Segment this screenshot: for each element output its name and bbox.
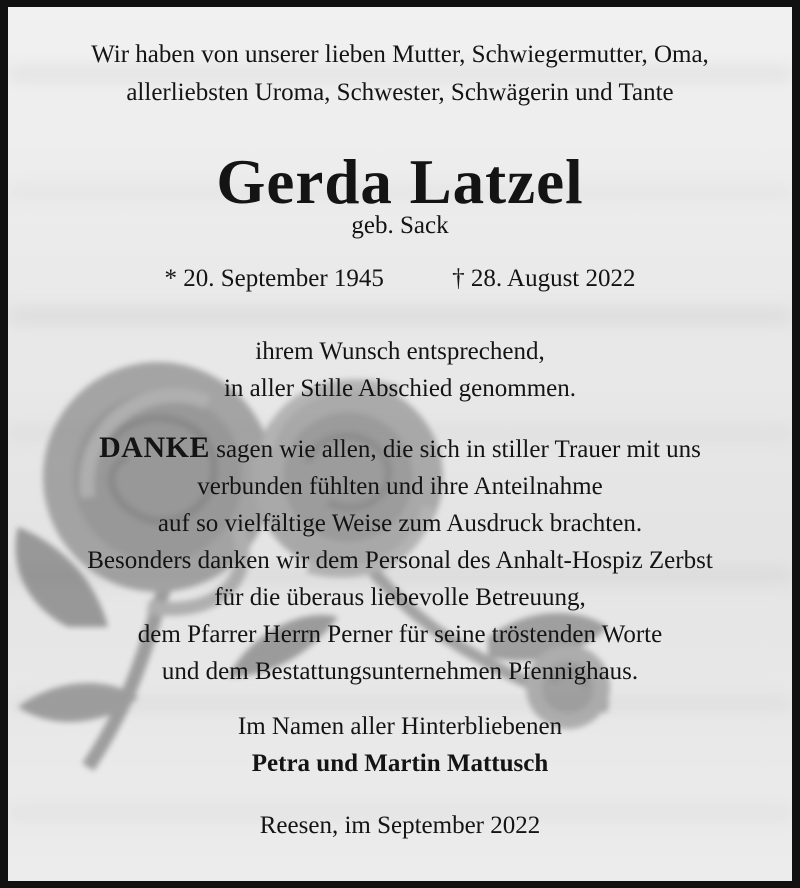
birth-date: * 20. September 1945: [164, 265, 384, 292]
danke-heading: DANKE: [99, 431, 210, 464]
notice-text: [8, 7, 792, 881]
on-behalf-line: Im Namen aller Hinterbliebenen: [237, 713, 563, 740]
place-date: Reesen, im September 2022: [259, 812, 541, 839]
intro-line: Wir haben von unserer lieben Mutter, Schwiegermutter, Oma,: [91, 41, 709, 68]
thanks-line: für die überaus liebevolle Betreuung,: [214, 584, 586, 611]
farewell-text: [8, 333, 792, 407]
thanks-line: dem Pfarrer Herrn Perner für seine tröstenden Worte: [137, 621, 663, 648]
thanks-line: Besonders danken wir dem Personal des Anhalt-Hospiz Zerbst: [87, 547, 713, 574]
signers-names: Petra und Martin Mattusch: [251, 750, 549, 777]
deceased-name: Gerda Latzel: [216, 147, 584, 217]
farewell-line: ihrem Wunsch entsprechend,: [255, 338, 545, 365]
closing-text: [8, 708, 792, 782]
birth-name: geb. Sack: [351, 212, 449, 239]
obituary-notice: [8, 7, 792, 881]
life-dates: [8, 262, 792, 296]
farewell-line: in aller Stille Abschied genommen.: [223, 375, 576, 402]
intro-text: [8, 36, 792, 112]
thanks-first-line: [8, 429, 792, 468]
thanks-line: auf so vielfältige Weise zum Ausdruck brachten.: [157, 510, 643, 537]
thanks-line: und dem Bestattungsunternehmen Pfennighaus.: [161, 658, 639, 685]
thanks-text: [8, 429, 792, 690]
death-date: † 28. August 2022: [452, 265, 636, 292]
thanks-line: verbunden fühlten und ihre Anteilnahme: [197, 473, 603, 500]
intro-line: allerliebsten Uroma, Schwester, Schwägerin und Tante: [126, 79, 674, 106]
thanks-line: sagen wie allen, die sich in stiller Trauer mit uns: [216, 436, 701, 463]
